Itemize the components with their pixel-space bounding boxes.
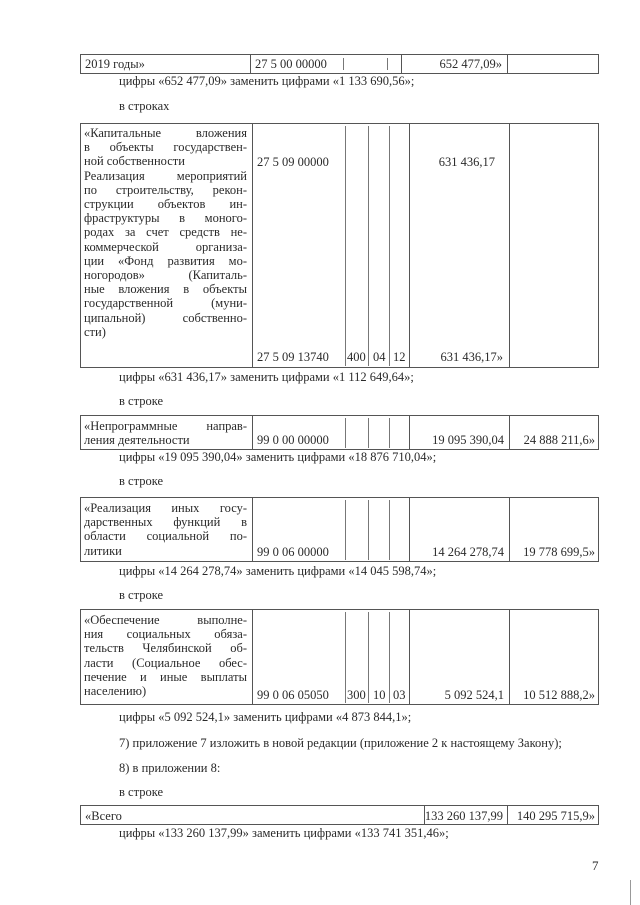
table-block-social-obligations <box>80 609 599 705</box>
obligations-name-line: населению) <box>84 684 147 699</box>
capital-name-line: по строительству, рекон- <box>84 182 247 197</box>
capital-name-line: ной собственности <box>84 154 185 169</box>
capital-code-1: 27 5 09 00000 <box>257 155 329 169</box>
heading-in-row-2: в строке <box>119 394 164 408</box>
capital-name-cell <box>84 126 247 339</box>
capital-kvr: 400 <box>347 350 366 364</box>
obligations-name-line: тельств Челябинской об- <box>84 641 247 656</box>
obligations-kvr: 300 <box>347 688 366 702</box>
capital-name-line: коммерческой организа- <box>84 239 247 254</box>
table-block-capital-investments <box>80 123 599 368</box>
capital-amount-1: 631 436,17 <box>438 155 495 169</box>
heading-in-row-5: в строке <box>119 785 164 799</box>
obligations-name-cell <box>84 613 247 698</box>
total-amount-2: 140 295 715,9» <box>516 809 595 823</box>
nonprog-code: 99 0 00 00000 <box>257 433 329 447</box>
social-name-line: области социальной по- <box>84 529 247 544</box>
capital-name-line: «Капитальные вложения <box>84 126 247 140</box>
heading-in-row-4: в строке <box>119 588 164 602</box>
replace-line-1: цифры «652 477,09» заменить цифрами «1 133 690,56»; <box>119 74 415 88</box>
capital-name-line: ные вложения в объекты <box>84 282 247 297</box>
capital-pr: 12 <box>393 350 406 364</box>
nonprog-amount-1: 19 095 390,04 <box>432 433 504 447</box>
obligations-code: 99 0 06 05050 <box>257 688 329 702</box>
capital-name-line: ципальной) собственно- <box>84 310 247 325</box>
replace-line-6: цифры «133 260 137,99» заменить цифрами «133 741 351,46»; <box>119 826 449 840</box>
capital-name-line: Реализация мероприятий <box>84 168 247 183</box>
obligations-name-line: «Обеспечение выполне- <box>84 613 247 627</box>
capital-code-2: 27 5 09 13740 <box>257 350 329 364</box>
obligations-name-line: ния социальных обяза- <box>84 627 247 642</box>
row-2019-code: 27 5 00 00000 <box>255 57 327 71</box>
nonprog-name-line: ления деятельности <box>84 433 190 448</box>
table-block-total <box>80 805 599 825</box>
obligations-name-line: печение и иные выплаты <box>84 669 247 684</box>
capital-name-line: сти) <box>84 324 106 339</box>
obligations-rz: 10 <box>373 688 386 702</box>
social-name-line: «Реализация иных госу- <box>84 501 247 515</box>
item-7: 7) приложение 7 изложить в новой редакции (приложение 2 к настоящему Закону); <box>119 736 562 750</box>
capital-name-line: ции «Фонд развития мо- <box>84 253 247 268</box>
capital-name-line: государственной (муни- <box>84 296 247 311</box>
replace-line-5: цифры «5 092 524,1» заменить цифрами «4 873 844,1»; <box>119 710 412 724</box>
table-block-nonprogram <box>80 415 599 450</box>
page-number: 7 <box>592 858 599 873</box>
table-row-2019 <box>80 54 599 74</box>
capital-name-line: струкции объектов ин- <box>84 197 247 212</box>
capital-name-line: ногородов» (Капиталь- <box>84 268 247 283</box>
heading-in-rows: в строках <box>119 99 170 113</box>
obligations-name-line: ласти (Социальное обес- <box>84 655 247 670</box>
social-amount-2: 19 778 699,5» <box>523 545 595 559</box>
capital-name-line: родах за счет средств не- <box>84 225 247 240</box>
nonprog-name-cell <box>84 419 247 447</box>
capital-amount-2: 631 436,17» <box>440 350 503 364</box>
replace-line-3: цифры «19 095 390,04» заменить цифрами «18 876 710,04»; <box>119 450 437 464</box>
capital-name-line: фраструктуры в моного- <box>84 211 247 226</box>
replace-line-2: цифры «631 436,17» заменить цифрами «1 112 649,64»; <box>119 370 414 384</box>
scan-edge-mark <box>630 880 631 905</box>
social-name-line: дарственных функций в <box>84 515 247 530</box>
obligations-amount-1: 5 092 524,1 <box>444 688 504 702</box>
capital-name-line: в объекты государствен- <box>84 140 247 155</box>
item-8: 8) в приложении 8: <box>119 761 221 775</box>
social-amount-1: 14 264 278,74 <box>432 545 504 559</box>
row-2019-name: 2019 годы» <box>85 57 145 71</box>
table-block-social-policy <box>80 497 599 562</box>
social-name-line: литики <box>84 543 122 558</box>
nonprog-name-line: «Непрограммные направ- <box>84 419 247 433</box>
social-name-cell <box>84 501 247 558</box>
row-2019-amount: 652 477,09» <box>439 57 502 71</box>
capital-rz: 04 <box>373 350 386 364</box>
obligations-amount-2: 10 512 888,2» <box>523 688 595 702</box>
total-amount-1: 133 260 137,99 <box>424 809 503 823</box>
total-name: «Всего <box>85 809 122 823</box>
social-code: 99 0 06 00000 <box>257 545 329 559</box>
heading-in-row-3: в строке <box>119 474 164 488</box>
replace-line-4: цифры «14 264 278,74» заменить цифрами «14 045 598,74»; <box>119 564 437 578</box>
obligations-pr: 03 <box>393 688 406 702</box>
nonprog-amount-2: 24 888 211,6» <box>523 433 595 447</box>
